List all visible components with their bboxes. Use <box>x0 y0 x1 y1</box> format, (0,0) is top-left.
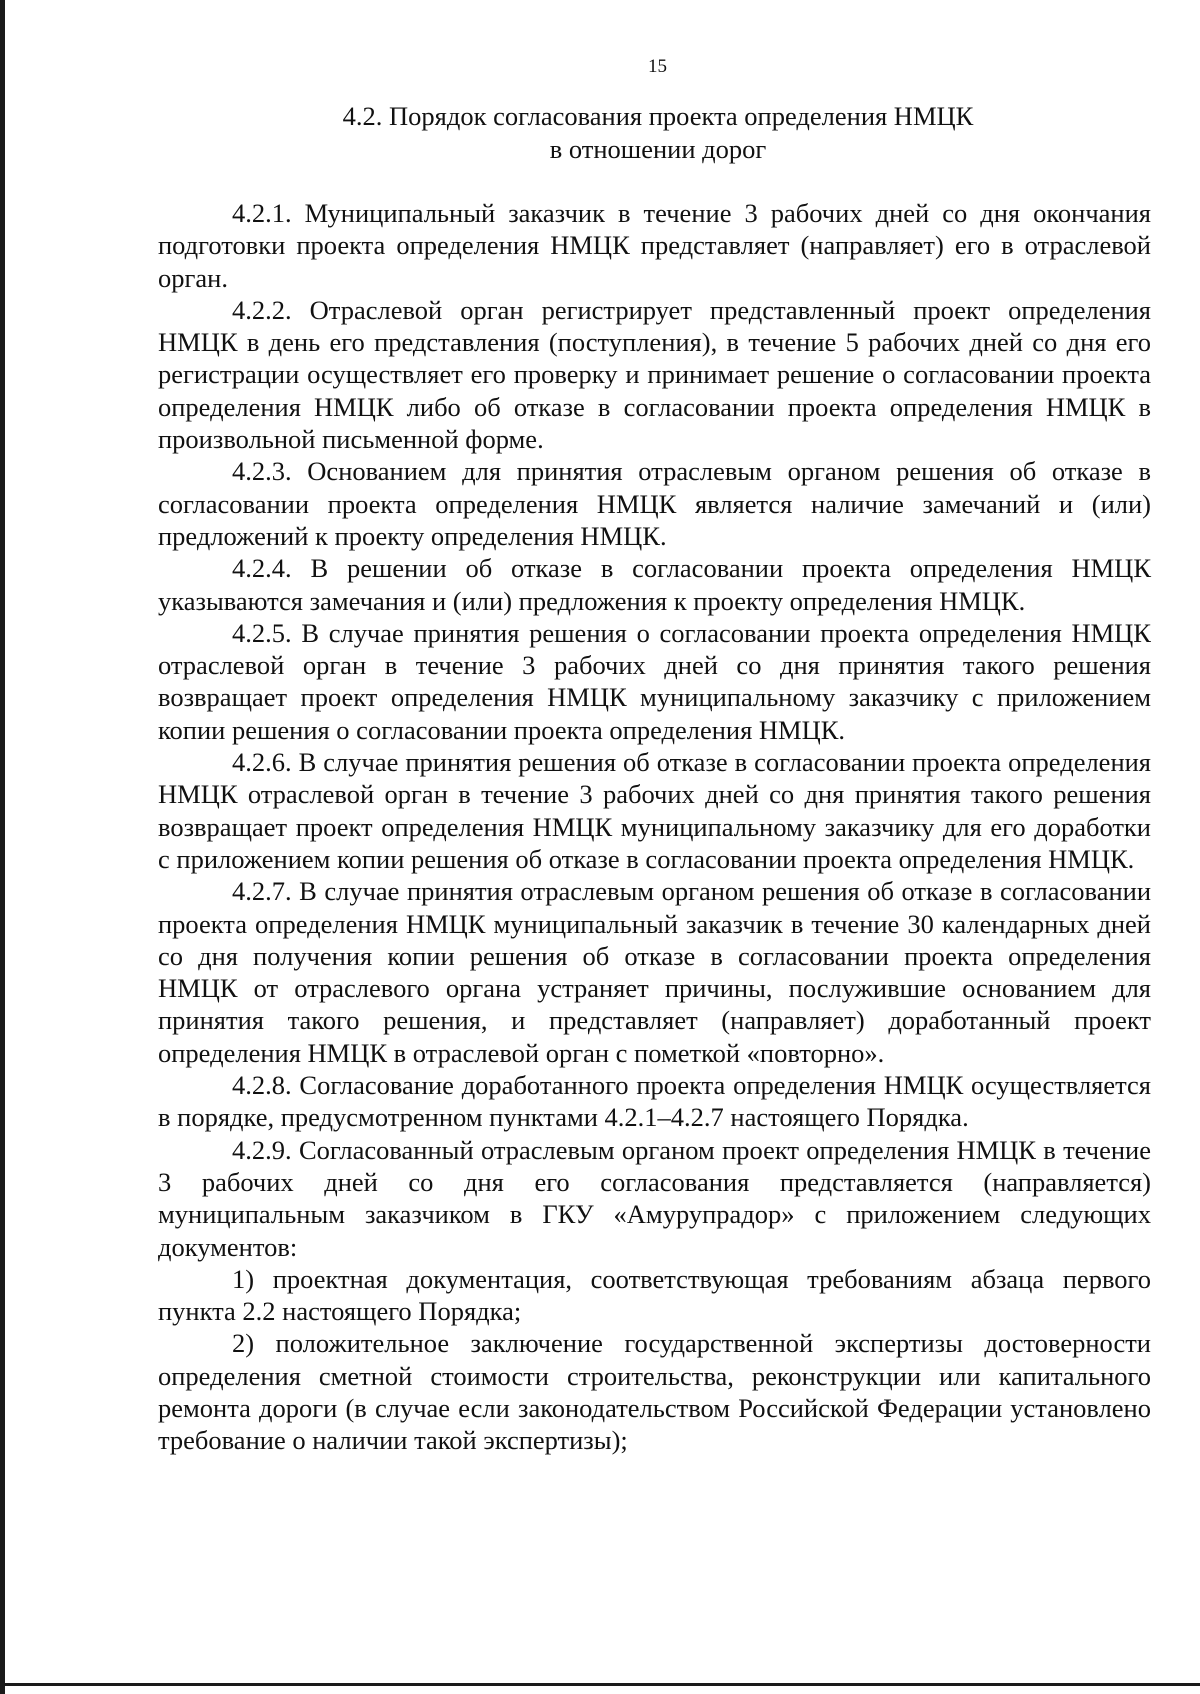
section-heading <box>158 100 1158 166</box>
list-item-2: 2) положительное заключение государственной экспертизы достоверности определения сметной стоимости строительства, реконструкции или капитального ремонта дороги (в случае если законодательством Российской Федерации установлено требование о наличии такой экспертизы); <box>158 1328 1151 1456</box>
paragraph-4-2-7: 4.2.7. В случае принятия отраслевым органом решения об отказе в согласовании проекта определения НМЦК муниципальный заказчик в течение 30 календарных дней со дня получения копии решения об отказе в согласовании проекта определения НМЦК от отраслевого органа устраняет причины, послужившие основанием для принятия такого решения, и представляет (направляет) доработанный проект определения НМЦК в отраслевой орган с пометкой «повторно». <box>158 876 1151 1068</box>
paragraph-4-2-2: 4.2.2. Отраслевой орган регистрирует представленный проект определения НМЦК в день его представления (поступления), в течение 5 рабочих дней со дня его регистрации осуществляет его проверку и принимает решение о согласовании проекта определения НМЦК либо об отказе в согласовании проекта определения НМЦК в произвольной письменной форме. <box>158 294 1151 455</box>
list-item-1: 1) проектная документация, соответствующая требованиям абзаца первого пункта 2.2 настоящего Порядка; <box>158 1263 1151 1327</box>
paragraph-4-2-9: 4.2.9. Согласованный отраслевым органом проект определения НМЦК в течение 3 рабочих дней со дня его согласования представляется (направляется) муниципальным заказчиком в ГКУ «Амурупрадор» с приложением следующих документов: <box>158 1134 1151 1262</box>
scan-edge-bottom <box>0 1683 1200 1686</box>
scan-edge-left <box>0 0 5 1694</box>
paragraph-4-2-3: 4.2.3. Основанием для принятия отраслевым органом решения об отказе в согласовании проекта определения НМЦК является наличие замечаний и (или) предложений к проекту определения НМЦК. <box>158 456 1151 551</box>
paragraph-4-2-6: 4.2.6. В случае принятия решения об отказе в согласовании проекта определения НМЦК отраслевой орган в течение 3 рабочих дней со дня принятия такого решения возвращает проект определения НМЦК муниципальному заказчику для его доработки с приложением копии решения об отказе в согласовании проекта определения НМЦК. <box>158 747 1151 874</box>
section-heading-line-1: 4.2. Порядок согласования проекта определения НМЦК <box>342 101 974 131</box>
paragraph-4-2-4: 4.2.4. В решении об отказе в согласовании проекта определения НМЦК указываются замечания и (или) предложения к проекту определения НМЦК. <box>158 553 1151 616</box>
paragraph-4-2-5: 4.2.5. В случае принятия решения о согласовании проекта определения НМЦК отраслевой орган в течение 3 рабочих дней со дня принятия такого решения возвращает проект определения НМЦК муниципальному заказчику с приложением копии решения о согласовании проекта определения НМЦК. <box>158 617 1151 745</box>
paragraph-4-2-8: 4.2.8. Согласование доработанного проекта определения НМЦК осуществляется в порядке, предусмотренном пунктами 4.2.1–4.2.7 настоящего Порядка. <box>158 1070 1151 1133</box>
page-number: 15 <box>648 56 667 77</box>
section-heading-line-2: в отношении дорог <box>549 134 767 164</box>
paragraph-4-2-1: 4.2.1. Муниципальный заказчик в течение 3 рабочих дней со дня окончания подготовки проекта определения НМЦК представляет (направляет) его в отраслевой орган. <box>158 198 1151 293</box>
document-body <box>158 197 1151 1457</box>
